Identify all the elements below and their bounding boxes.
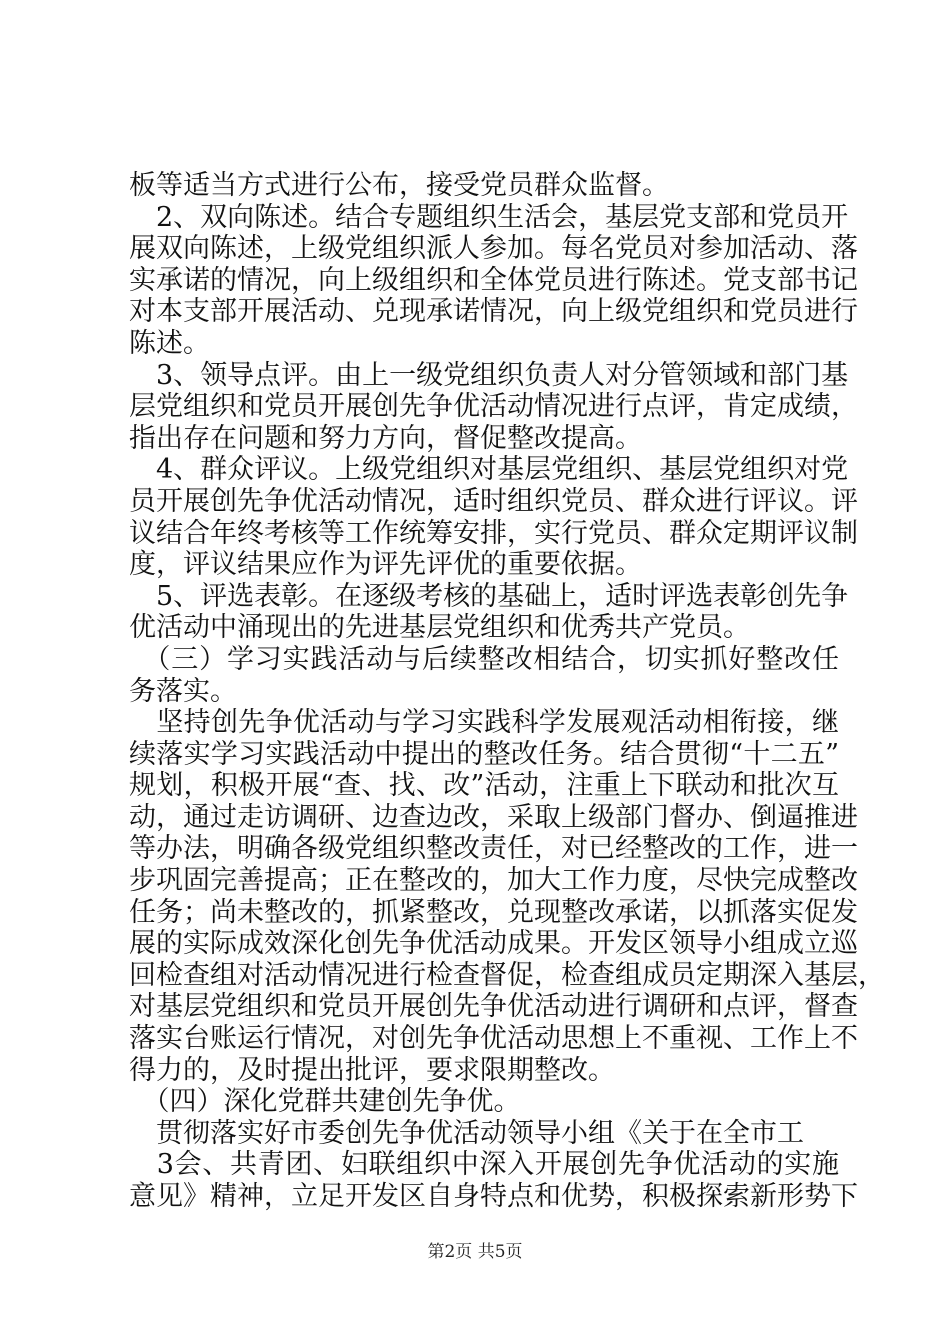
text-line: 任务；尚未整改的，抓紧整改，兑现整改承诺，以抓落实促发	[129, 896, 858, 928]
text-line: 贯彻落实好市委创先争优活动领导小组《关于在全市工	[129, 1117, 804, 1149]
text-line: 对本支部开展活动、兑现承诺情况，向上级党组织和党员进行	[129, 296, 858, 328]
text-line: 5、评选表彰。在逐级考核的基础上，适时评选表彰创先争	[129, 580, 849, 612]
text-line: 等办法，明确各级党组织整改责任，对已经整改的工作，进一	[129, 833, 858, 865]
text-line: 动，通过走访调研、边查边改，采取上级部门督办、倒逼推进	[129, 801, 858, 833]
document-body	[129, 170, 885, 1213]
text-line: 回检查组对活动情况进行检查督促，检查组成员定期深入基层，	[129, 959, 885, 991]
text-line: 落实台账运行情况，对创先争优活动思想上不重视、工作上不	[129, 1023, 858, 1055]
text-line: 度，评议结果应作为评先评优的重要依据。	[129, 549, 642, 581]
text-line: 3会、共青团、妇联组织中深入开展创先争优活动的实施	[129, 1149, 839, 1181]
text-line: 优活动中涌现出的先进基层党组织和优秀共产党员。	[129, 612, 750, 644]
text-line: 2、双向陈述。结合专题组织生活会，基层党支部和党员开	[129, 201, 849, 233]
text-line: 展双向陈述，上级党组织派人参加。每名党员对参加活动、落	[129, 233, 858, 265]
text-line: 3、领导点评。由上一级党组织负责人对分管领域和部门基	[129, 359, 849, 391]
text-line: 步巩固完善提高；正在整改的，加大工作力度，尽快完成整改	[129, 865, 858, 897]
text-line: 层党组织和党员开展创先争优活动情况进行点评，肯定成绩，	[129, 391, 858, 423]
page-number-footer: 第2页 共5页	[427, 1242, 523, 1262]
text-line: 议结合年终考核等工作统筹安排，实行党员、群众定期评议制	[129, 517, 858, 549]
text-line: 坚持创先争优活动与学习实践科学发展观活动相衔接，继	[129, 707, 839, 739]
text-line: 规划，积极开展“查、找、改”活动，注重上下联动和批次互	[129, 770, 839, 802]
text-line: 实承诺的情况，向上级组织和全体党员进行陈述。党支部书记	[129, 264, 858, 296]
text-line: 得力的，及时提出批评，要求限期整改。	[129, 1054, 615, 1086]
text-line: 续落实学习实践活动中提出的整改任务。结合贯彻“十二五”	[129, 738, 839, 770]
text-line: 4、群众评议。上级党组织对基层党组织、基层党组织对党	[129, 454, 849, 486]
text-line: （四）深化党群共建创先争优。	[129, 1086, 521, 1118]
text-line: 展的实际成效深化创先争优活动成果。开发区领导小组成立巡	[129, 928, 858, 960]
text-line: 陈述。	[129, 327, 210, 359]
text-line: （三）学习实践活动与后续整改相结合，切实抓好整改任	[129, 643, 839, 675]
text-line: 对基层党组织和党员开展创先争优活动进行调研和点评，督查	[129, 991, 858, 1023]
text-line: 务落实。	[129, 675, 237, 707]
text-line: 员开展创先争优活动情况，适时组织党员、群众进行评议。评	[129, 485, 858, 517]
text-line: 指出存在问题和努力方向，督促整改提高。	[129, 422, 642, 454]
text-line: 意见》精神，立足开发区自身特点和优势，积极探索新形势下	[129, 1181, 858, 1212]
text-line: 板等适当方式进行公布，接受党员群众监督。	[129, 170, 669, 201]
